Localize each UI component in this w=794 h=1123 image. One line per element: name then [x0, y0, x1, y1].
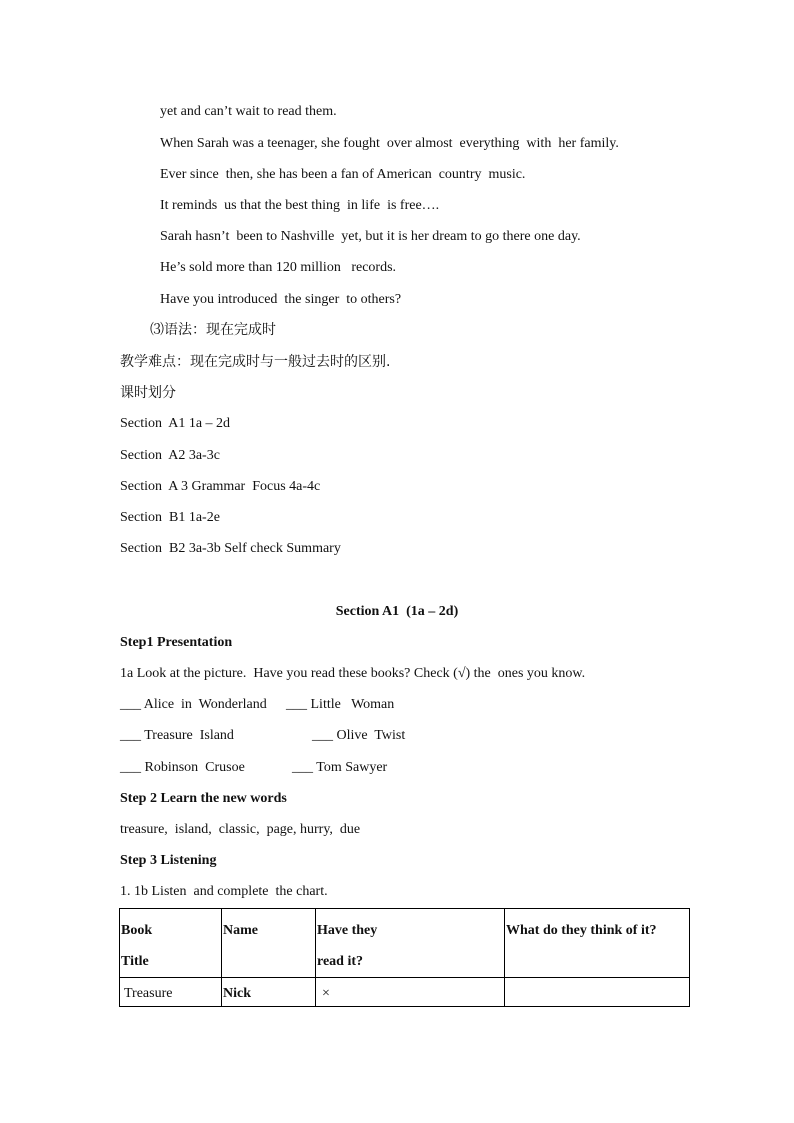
sentence-line: yet and can’t wait to read them. [160, 104, 337, 119]
schedule-item: Section B2 3a-3b Self check Summary [120, 541, 341, 556]
listening-chart [119, 908, 690, 1007]
teaching-difficulty: 教学难点：现在完成时与一般过去时的区别. [120, 354, 391, 370]
schedule-heading: 课时划分 [120, 385, 176, 401]
book-item[interactable]: ___ Alice in Wonderland [120, 697, 267, 712]
header-have-read [316, 909, 505, 978]
step3-instruction: 1. 1b Listen and complete the chart. [120, 884, 328, 899]
schedule-item: Section B1 1a-2e [120, 510, 220, 525]
header-text: What do they think of it? [506, 923, 657, 938]
new-words: treasure, island, classic, page, hurry, due [120, 822, 361, 837]
book-item[interactable]: ___ Treasure Island [120, 728, 234, 743]
book-item[interactable]: ___ Olive Twist [312, 728, 406, 743]
header-name [222, 909, 316, 978]
cell-opinion[interactable] [505, 978, 690, 1007]
step1-instruction: 1a Look at the picture. Have you read these books? Check (√) the ones you know. [120, 666, 586, 681]
step1-title: Step1 Presentation [120, 635, 233, 650]
table-header-row [120, 909, 690, 978]
section-title: Section A1 (1a – 2d) [335, 604, 459, 619]
schedule-item: Section A2 3a-3c [120, 448, 220, 463]
sentence-line: Have you introduced the singer to others? [160, 292, 402, 307]
header-text: Title [121, 954, 149, 969]
book-item[interactable]: ___ Little Woman [286, 697, 395, 712]
header-opinion [505, 909, 690, 978]
header-text: Book [121, 923, 153, 938]
step2-title: Step 2 Learn the new words [120, 791, 287, 806]
cell-title: Treasure [120, 978, 222, 1007]
step3-title: Step 3 Listening [120, 853, 217, 868]
sentence-line: Ever since then, she has been a fan of American country music. [160, 167, 526, 182]
sentence-line: He’s sold more than 120 million records. [160, 260, 397, 275]
schedule-item: Section A 3 Grammar Focus 4a-4c [120, 479, 321, 494]
sentence-line: It reminds us that the best thing in life is free…. [160, 198, 440, 213]
cell-read: × [316, 978, 505, 1007]
header-book-title [120, 909, 222, 978]
header-text: read it? [317, 954, 364, 969]
book-item[interactable]: ___ Robinson Crusoe [120, 760, 245, 775]
header-text: Name [223, 923, 258, 938]
header-text: Have they [317, 923, 378, 938]
sentence-line: When Sarah was a teenager, she fought over almost everything with her family. [160, 136, 619, 151]
schedule-item: Section A1 1a – 2d [120, 416, 231, 431]
table-row [120, 978, 690, 1007]
grammar-point: ⑶语法：现在完成时 [150, 322, 276, 338]
sentence-line: Sarah hasn’t been to Nashville yet, but it is her dream to go there one day. [160, 229, 581, 244]
book-item[interactable]: ___ Tom Sawyer [292, 760, 388, 775]
cell-name: Nick [222, 978, 316, 1007]
